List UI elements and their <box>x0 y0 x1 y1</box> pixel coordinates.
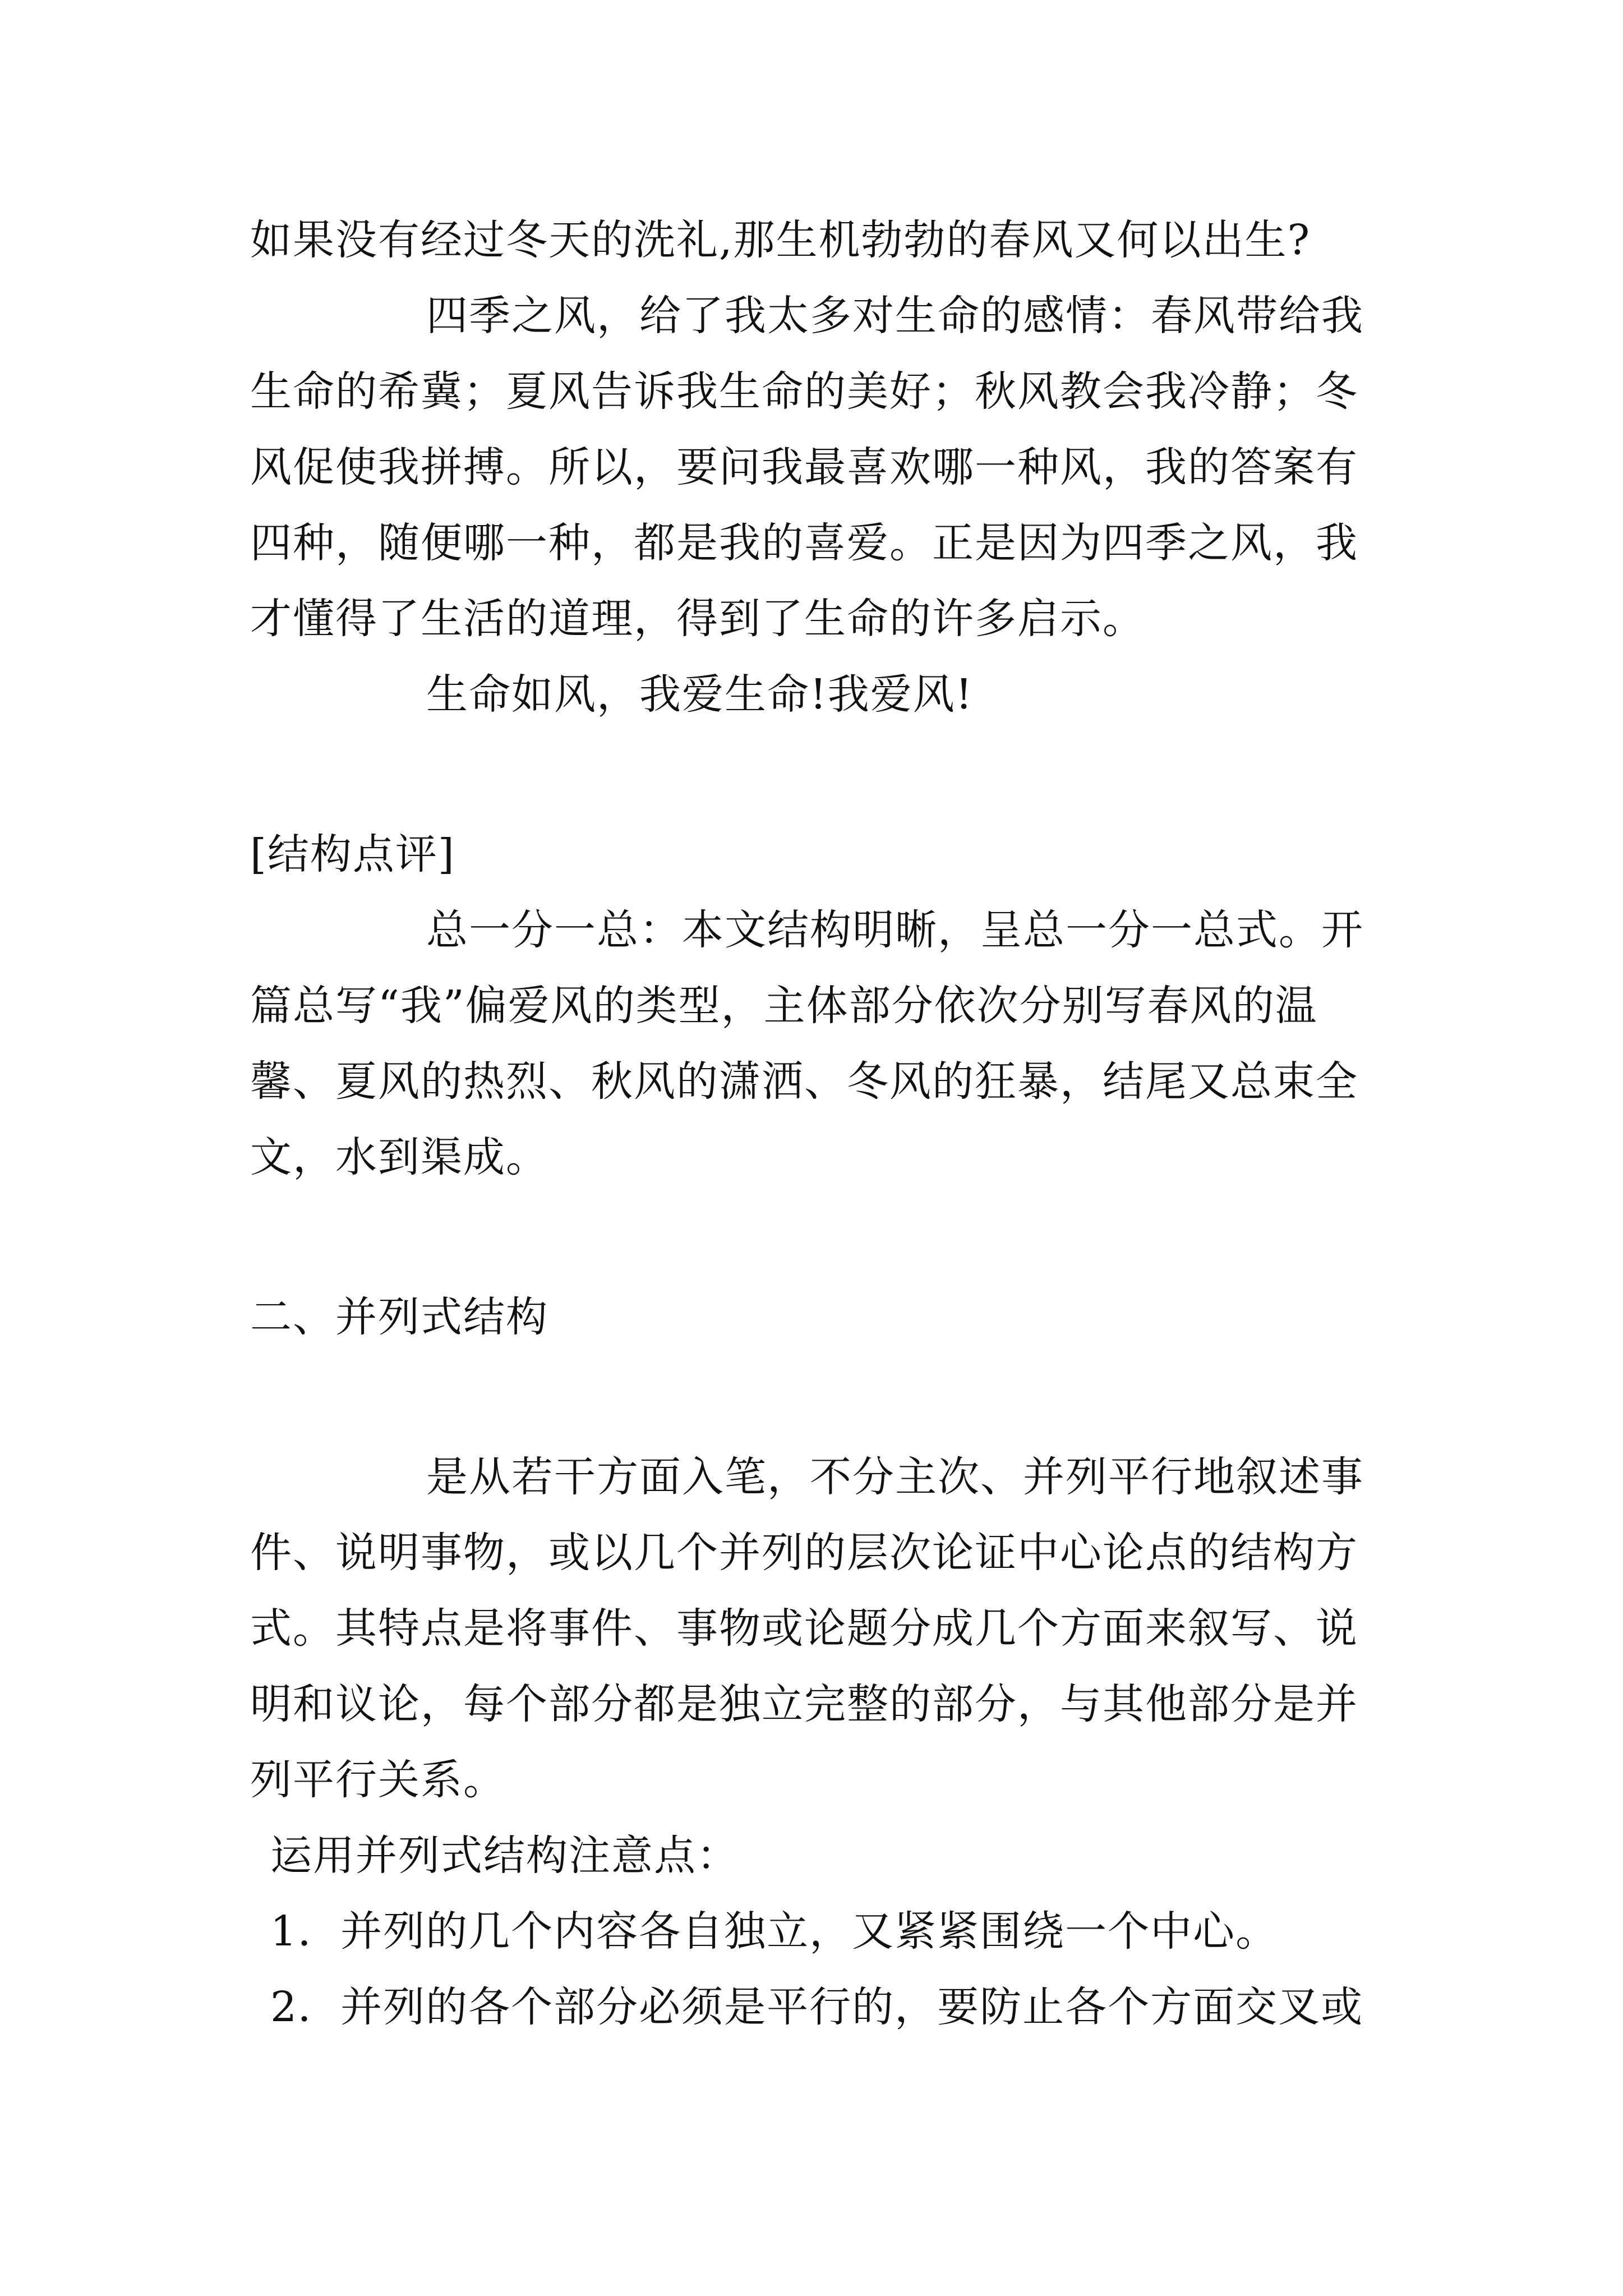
paragraph-line: 四季之风，给了我太多对生命的感情：春风带给我 <box>426 292 1364 340</box>
section-line: 是从若干方面入笔，不分主次、并列平行地叙述事 <box>426 1453 1364 1501</box>
comment-line: 篇总写“我”偏爱风的类型，主体部分依次分别写春风的温 <box>250 982 1318 1030</box>
comment-line: 总一分一总：本文结构明晰，呈总一分一总式。开 <box>426 906 1364 954</box>
paragraph-line: 风促使我拼搏。所以，要问我最喜欢哪一种风，我的答案有 <box>250 443 1358 491</box>
list-item: 1．并列的几个内容各自独立，又紧紧围绕一个中心。 <box>270 1907 1279 1955</box>
paragraph-line: 才懂得了生活的道理，得到了生命的许多启示。 <box>250 595 1145 643</box>
comment-heading: [结构点评] <box>250 830 455 878</box>
paragraph-line: 生命如风，我爱生命!我爱风! <box>426 670 974 719</box>
paragraph-line: 如果没有经过冬天的洗礼,那生机勃勃的春风又何以出生? <box>250 216 1311 264</box>
section-heading: 二、并列式结构 <box>250 1293 548 1341</box>
list-item: 2．并列的各个部分必须是平行的，要防止各个方面交叉或 <box>270 1983 1364 2031</box>
section-line: 列平行关系。 <box>250 1756 506 1804</box>
comment-line: 文，水到渠成。 <box>250 1133 548 1181</box>
paragraph-line: 生命的希冀；夏风告诉我生命的美好；秋风教会我冷静；冬 <box>250 367 1358 416</box>
section-line: 件、说明事物，或以几个并列的层次论证中心论点的结构方 <box>250 1529 1358 1577</box>
comment-line: 馨、夏风的热烈、秋风的潇洒、冬风的狂暴，结尾又总束全 <box>250 1057 1358 1106</box>
section-line: 式。其特点是将事件、事物或论题分成几个方面来叙写、说 <box>250 1604 1358 1653</box>
paragraph-line: 四种，随便哪一种，都是我的喜爱。正是因为四季之风，我 <box>250 519 1358 567</box>
notes-heading: 运用并列式结构注意点： <box>270 1832 739 1880</box>
section-line: 明和议论，每个部分都是独立完整的部分，与其他部分是并 <box>250 1680 1358 1728</box>
